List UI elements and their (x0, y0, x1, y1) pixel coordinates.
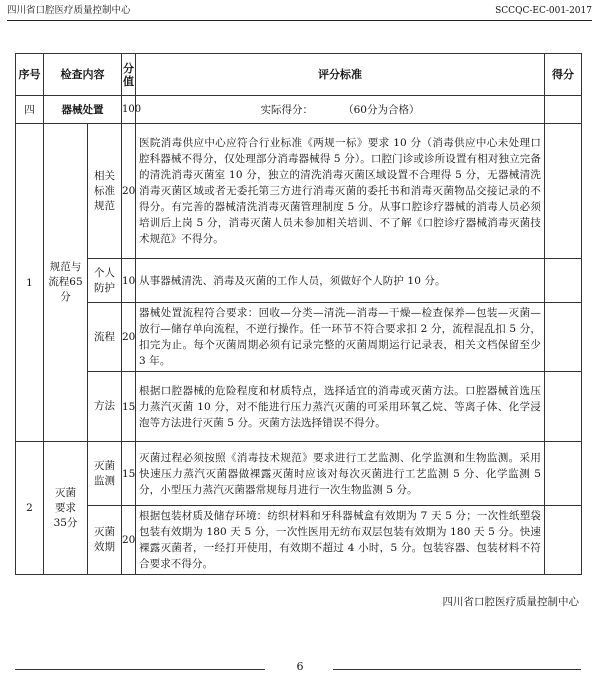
col-score-header: 得分 (545, 54, 582, 96)
group-no: 2 (16, 442, 44, 575)
row-score-cell[interactable] (545, 259, 582, 303)
section-points: 100 (122, 96, 136, 124)
group-no: 1 (16, 124, 44, 442)
sub-item: 流程 (88, 303, 122, 372)
footer-rule-left (15, 669, 265, 670)
sub-item: 灭菌效期 (88, 506, 122, 575)
row-criteria: 器械处置流程符合要求：回收—分类—清洗—消毒—干燥—检查保养—包装—灭菌—放行—储存单向流程，不逆行操作。任一环节不符合要求扣 2 分，流程混乱扣 5 分，扣完为止。每个灭菌周期必须有记录完整的灭菌周期运行记录表，相关文档保留至少 3 年。 (136, 303, 545, 372)
col-no-header: 序号 (16, 54, 44, 96)
col-item-header: 检查内容 (44, 54, 122, 96)
footer-org: 四川省口腔医疗质量控制中心 (442, 596, 579, 608)
row-score-cell[interactable] (545, 372, 582, 442)
page-number: 6 (296, 660, 304, 673)
sub-item: 个人防护 (88, 259, 122, 303)
group-name: 规范与流程65分 (44, 124, 88, 442)
page-header (7, 3, 592, 19)
row-score-cell[interactable] (545, 506, 582, 575)
table-row (16, 506, 582, 575)
header-doc-code: SCCQC-EC-001-2017 (495, 6, 592, 16)
table-row (16, 259, 582, 303)
col-criteria-header: 评分标准 (136, 54, 545, 96)
table-row (16, 372, 582, 442)
row-points: 15 (122, 442, 136, 506)
section-no: 四 (16, 96, 44, 124)
row-score-cell[interactable] (545, 303, 582, 372)
sub-item: 方法 (88, 372, 122, 442)
row-points: 20 (122, 303, 136, 372)
row-criteria: 灭菌过程必须按照《消毒技术规范》要求进行工艺监测、化学监测和生物监测。采用快速压力蒸汽灭菌器做裸露灭菌时应该对每次灭菌进行工艺监测 5 分、化学监测 5 分，小型压力蒸汽灭菌器常规每月进行一次生物监测 5 分。 (136, 442, 545, 506)
table-row (16, 124, 582, 259)
section-name: 器械处置 (44, 96, 122, 124)
table-row (16, 303, 582, 372)
header-org: 四川省口腔医疗质量控制中心 (7, 5, 131, 16)
table-row (16, 442, 582, 506)
sub-item: 相关标准规范 (88, 124, 122, 259)
sub-item: 灭菌监测 (88, 442, 122, 506)
row-score-cell[interactable] (545, 442, 582, 506)
row-criteria: 从事器械清洗、消毒及灭菌的工作人员，须做好个人防护 10 分。 (136, 259, 545, 303)
inspection-table (15, 53, 582, 575)
col-points-header: 分值 (122, 54, 136, 96)
row-score-cell[interactable] (545, 124, 582, 259)
row-criteria: 根据口腔器械的危险程度和材质特点，选择适宜的消毒或灭菌方法。口腔器械首选压力蒸汽灭菌 10 分，对不能进行压力蒸汽灭菌的可采用环氧乙烷、等离子体、化学浸泡等方法进行灭菌 5 分。灭菌方法选择错误不得分。 (136, 372, 545, 442)
row-points: 20 (122, 124, 136, 259)
row-points: 15 (122, 372, 136, 442)
table-header-row (16, 54, 582, 96)
section-note: 实际得分： （60分为合格） (136, 96, 545, 124)
header-rule (7, 20, 592, 21)
row-criteria: 医院消毒供应中心应符合行业标准《两规一标》要求 10 分（消毒供应中心未处理口腔科器械不得分，仅处理部分消毒器械得 5 分）。口腔门诊或诊所设置有相对独立完备的清洗消毒灭菌室 10 分，独立的清洗消毒灭菌区域设置不合理得 5 分，无器械清洗消毒灭菌区域或者无委托第三方进行消毒灭菌的委托书和消毒灭菌物品交接记录的不得分。有完善的器械清洗消毒灭菌管理制度 5 分。从事口腔诊疗器械的消毒人员必须培训后上岗 5 分，消毒灭菌人员未参加相关培训、不了解《口腔诊疗器械消毒灭菌技术规范》不得分。 (136, 124, 545, 259)
row-criteria: 根据包装材质及储存环境：纺织材料和牙科器械盒有效期为 7 天 5 分；一次性纸塑袋包装有效期为 180 天 5 分，一次性医用无纺布双层包装有效期为 180 天 5 分。快速裸露灭菌者，一经打开使用，有效期不超过 4 小时，5 分。包装容器、包装材料不符合要求不得分。 (136, 506, 545, 575)
row-points: 10 (122, 259, 136, 303)
footer-rule-right (333, 669, 581, 670)
group-name: 灭菌要求35分 (44, 442, 88, 575)
section-score-cell[interactable] (545, 96, 582, 124)
row-points: 20 (122, 506, 136, 575)
section-row (16, 96, 582, 124)
